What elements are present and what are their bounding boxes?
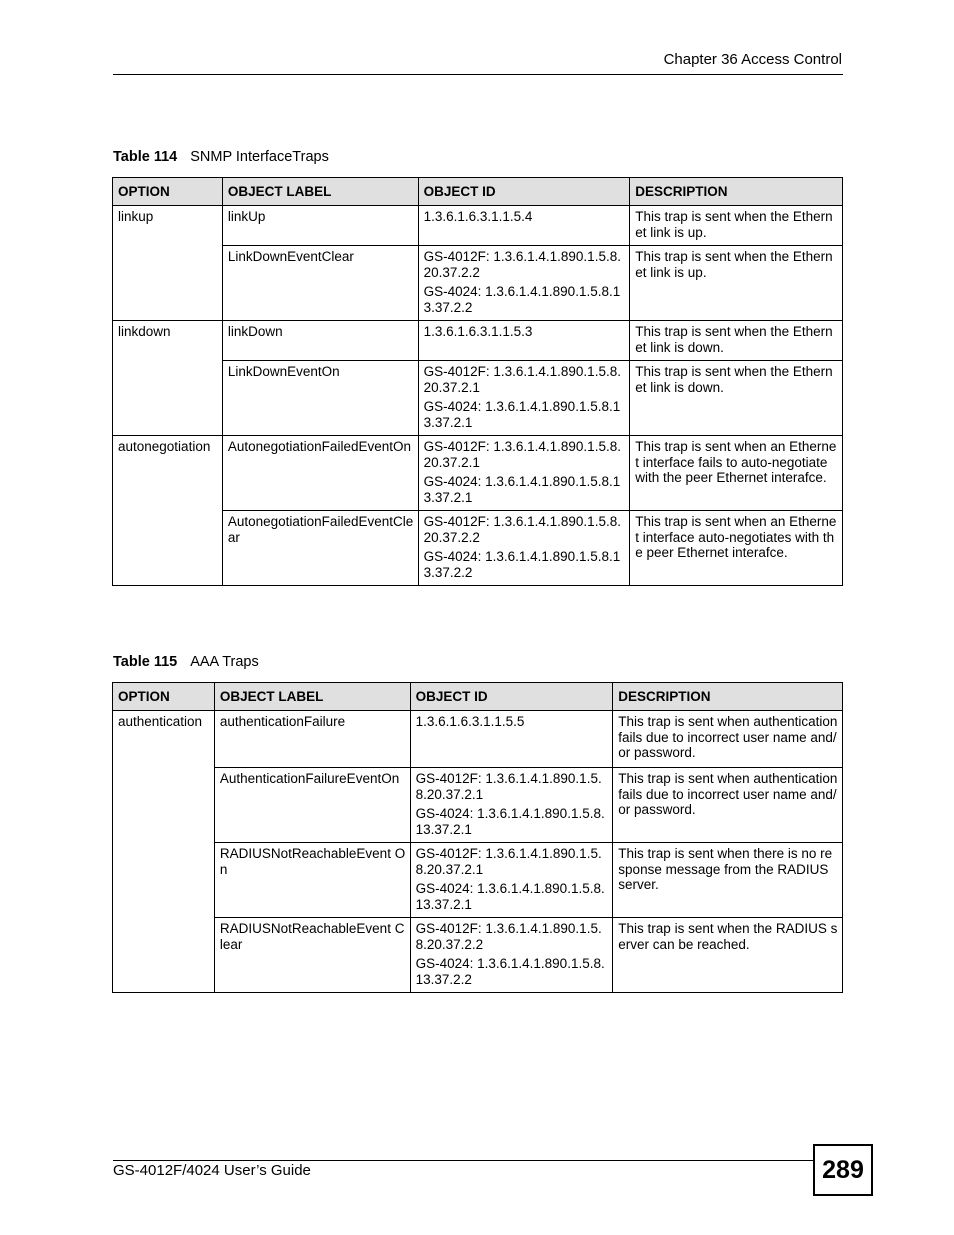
header-rule <box>113 74 843 75</box>
option-cell: authentication <box>113 711 215 993</box>
object-label-cell: RADIUSNotReachableEvent On <box>214 843 410 918</box>
table-row <box>113 206 843 246</box>
description-cell: This trap is sent when an Ethernet interface auto-negotiates with the peer Ethernet interafce. <box>630 511 843 586</box>
table-row <box>113 918 843 993</box>
table-115-caption <box>113 654 259 670</box>
description-cell: This trap is sent when the Ethernet link is up. <box>630 246 843 321</box>
guide-title: GS-4012F/4024 User’s Guide <box>113 1162 311 1179</box>
table-114-title: SNMP InterfaceTraps <box>190 149 329 165</box>
object-id-cell <box>418 436 630 511</box>
column-header: OBJECT ID <box>418 178 630 206</box>
object-id: GS-4024: 1.3.6.1.4.1.890.1.5.8.13.37.2.1 <box>415 806 605 837</box>
description-cell: This trap is sent when there is no response message from the RADIUS server. <box>613 843 843 918</box>
table-row <box>113 511 843 586</box>
object-label-cell: AutonegotiationFailedEventClear <box>222 511 418 586</box>
object-id-cell <box>418 206 630 246</box>
table-row <box>113 321 843 361</box>
object-label-cell: linkUp <box>222 206 418 246</box>
column-header: OPTION <box>113 683 215 711</box>
option-cell: autonegotiation <box>113 436 223 586</box>
table-header-row <box>113 683 843 711</box>
object-id: GS-4012F: 1.3.6.1.4.1.890.1.5.8.20.37.2.1 <box>415 771 602 802</box>
column-header: OBJECT LABEL <box>214 683 410 711</box>
description-cell: This trap is sent when authentication fails due to incorrect user name and/or password. <box>613 711 843 768</box>
table-header-row <box>113 178 843 206</box>
object-id-cell <box>410 768 613 843</box>
object-id: GS-4024: 1.3.6.1.4.1.890.1.5.8.13.37.2.2 <box>415 956 605 987</box>
object-id-cell <box>418 246 630 321</box>
table-row <box>113 711 843 768</box>
table-row <box>113 843 843 918</box>
page-number: 289 <box>813 1144 873 1196</box>
column-header: DESCRIPTION <box>630 178 843 206</box>
description-cell: This trap is sent when authentication fails due to incorrect user name and/or password. <box>613 768 843 843</box>
object-id-cell <box>410 843 613 918</box>
description-cell: This trap is sent when the Ethernet link is up. <box>630 206 843 246</box>
object-label-cell: authenticationFailure <box>214 711 410 768</box>
object-id: GS-4024: 1.3.6.1.4.1.890.1.5.8.13.37.2.1 <box>423 474 621 505</box>
object-id: GS-4012F: 1.3.6.1.4.1.890.1.5.8.20.37.2.1 <box>423 439 621 470</box>
table-115-title: AAA Traps <box>190 654 259 670</box>
object-id: GS-4012F: 1.3.6.1.4.1.890.1.5.8.20.37.2.1 <box>423 364 621 395</box>
footer-rule <box>113 1160 813 1161</box>
object-id: GS-4012F: 1.3.6.1.4.1.890.1.5.8.20.37.2.2 <box>415 921 602 952</box>
object-label-cell: RADIUSNotReachableEvent Clear <box>214 918 410 993</box>
description-cell: This trap is sent when an Ethernet interface fails to auto-negotiate with the peer Ethernet interafce. <box>630 436 843 511</box>
object-id: GS-4012F: 1.3.6.1.4.1.890.1.5.8.20.37.2.2 <box>423 514 621 545</box>
object-label-cell: AuthenticationFailureEventOn <box>214 768 410 843</box>
column-header: OBJECT LABEL <box>222 178 418 206</box>
object-id: GS-4024: 1.3.6.1.4.1.890.1.5.8.13.37.2.2 <box>423 284 621 315</box>
option-cell: linkdown <box>113 321 223 436</box>
description-cell: This trap is sent when the Ethernet link is down. <box>630 321 843 361</box>
object-id: GS-4024: 1.3.6.1.4.1.890.1.5.8.13.37.2.2 <box>423 549 621 580</box>
column-header: OPTION <box>113 178 223 206</box>
table-row <box>113 361 843 436</box>
table-row <box>113 246 843 321</box>
option-cell: linkup <box>113 206 223 321</box>
column-header: OBJECT ID <box>410 683 613 711</box>
table-115-number: Table 115 <box>113 654 178 670</box>
object-label-cell: LinkDownEventOn <box>222 361 418 436</box>
object-id-cell <box>410 711 613 768</box>
object-id-cell <box>410 918 613 993</box>
object-id: GS-4024: 1.3.6.1.4.1.890.1.5.8.13.37.2.1 <box>415 881 605 912</box>
chapter-title: Chapter 36 Access Control <box>663 51 842 68</box>
object-id: 1.3.6.1.6.3.1.1.5.4 <box>423 209 533 224</box>
description-cell: This trap is sent when the RADIUS server can be reached. <box>613 918 843 993</box>
object-id-cell <box>418 511 630 586</box>
object-id: GS-4012F: 1.3.6.1.4.1.890.1.5.8.20.37.2.2 <box>423 249 621 280</box>
table-row <box>113 768 843 843</box>
table-114 <box>112 177 843 586</box>
object-id: 1.3.6.1.6.3.1.1.5.5 <box>415 714 525 729</box>
column-header: DESCRIPTION <box>613 683 843 711</box>
table-row <box>113 436 843 511</box>
object-label-cell: linkDown <box>222 321 418 361</box>
object-id-cell <box>418 321 630 361</box>
object-label-cell: LinkDownEventClear <box>222 246 418 321</box>
description-cell: This trap is sent when the Ethernet link is down. <box>630 361 843 436</box>
table-114-number: Table 114 <box>113 149 178 165</box>
object-label-cell: AutonegotiationFailedEventOn <box>222 436 418 511</box>
table-115 <box>112 682 843 993</box>
object-id-cell <box>418 361 630 436</box>
table-114-caption <box>113 149 329 165</box>
object-id: GS-4012F: 1.3.6.1.4.1.890.1.5.8.20.37.2.1 <box>415 846 602 877</box>
object-id: 1.3.6.1.6.3.1.1.5.3 <box>423 324 533 339</box>
object-id: GS-4024: 1.3.6.1.4.1.890.1.5.8.13.37.2.1 <box>423 399 621 430</box>
